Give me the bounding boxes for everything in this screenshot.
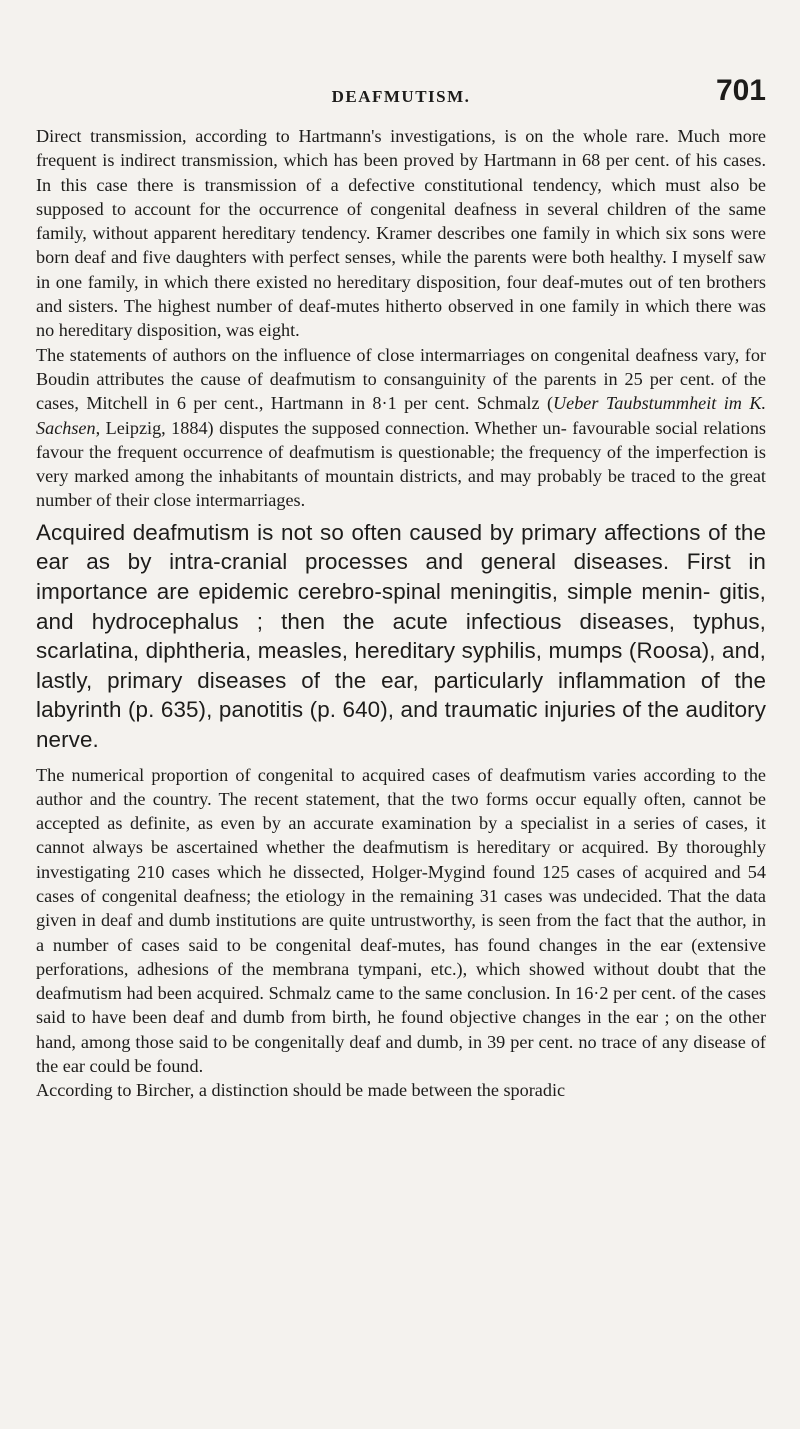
paragraph-bircher: According to Bircher, a distinction should be made between the sporadic bbox=[36, 1080, 566, 1101]
paragraph-intermarriages bbox=[36, 343, 766, 513]
paragraph-intermarriages-part-1: The statements of authors on the influence of close intermarriages on congenital deafness vary, for Boudin attributes the cause of deafmutism to consanguinity of the parents in 25 per cent. of the cases, Mitchell in 6 per cent., Hartmann in 8·1 per cent. Schmalz ( bbox=[36, 344, 766, 414]
body-text bbox=[36, 124, 766, 1103]
paragraph-acquired-deafmutism: Acquired deafmutism is not so often caused by primary affections of the ear as by intra-cranial processes and general diseases. First in importance are epidemic cerebro-spinal meningitis, simple menin- gitis, and hydrocephalus ; then the acute infectious diseases, typhus, scarlatina, diphtheria, measles, hereditary syphilis, mumps (Roosa), and, lastly, primary diseases of the ear, particularly inflammation of the labyrinth (p. 635), panotitis (p. 640), and traumatic injuries of the auditory nerve. bbox=[36, 519, 766, 752]
paragraph-numerical-proportion: The numerical proportion of congenital to acquired cases of deafmutism varies according to the author and the country. The recent statement, that the two forms occur equally often, cannot be accepted as definite, as even by an accurate examination by a specialist in a series of cases, it cannot always be ascertained whether the deafmutism is hereditary or acquired. By thoroughly investigating 210 cases which he dissected, Holger-Mygind found 125 cases of acquired and 54 cases of congenital deafness; the etiology in the remaining 31 cases was undecided. That the data given in deaf and dumb institutions are quite untrustworthy, is seen from the fact that the author, in a number of cases said to be congenital deaf-mutes, has found changes in the ear (extensive perforations, adhesions of the membrana tympani, etc.), which showed without doubt that the deafmutism had been acquired. Schmalz came to the same conclusion. In 16·2 per cent. of the cases said to have been deaf and dumb from birth, he found objective changes in the ear ; on the other hand, among those said to be congenitally deaf and dumb, in 39 per cent. no trace of any disease of the ear could be found. bbox=[36, 764, 766, 1077]
paragraph-transmission: Direct transmission, according to Hartmann's investigations, is on the whole rare. Much more frequent is indirect transmission, which has been proved by Hartmann in 68 per cent. of his cases. In this case there is transmission of a defective constitutional tendency, which must also be supposed to account for the occurrence of congenital deafness in several children of the same family, without apparent hereditary tendency. Kramer describes one family in which six sons were born deaf and five daughters with perfect senses, while the parents were both healthy. I myself saw in one family, in which there existed no hereditary disposition, four deaf-mutes out of ten brothers and sisters. The highest number of deaf-mutes hitherto observed in one family in which there was no hereditary disposition, was eight. bbox=[36, 126, 766, 341]
cited-work-title: Ueber Taubstummheit im K. Sachsen bbox=[36, 393, 766, 438]
running-head bbox=[36, 76, 766, 112]
page-number: 701 bbox=[715, 74, 766, 107]
paragraph-intermarriages-part-2: , Leipzig, 1884) disputes the supposed connection. Whether un- favourable social relations favour the frequent occurrence of deafmutism is questionable; the frequency of the imperfection is very marked among the inhabitants of mountain districts, and may probably be traced to the great number of their close intermarriages. bbox=[36, 417, 766, 511]
running-title: DEAFMUTISM. bbox=[331, 87, 471, 106]
